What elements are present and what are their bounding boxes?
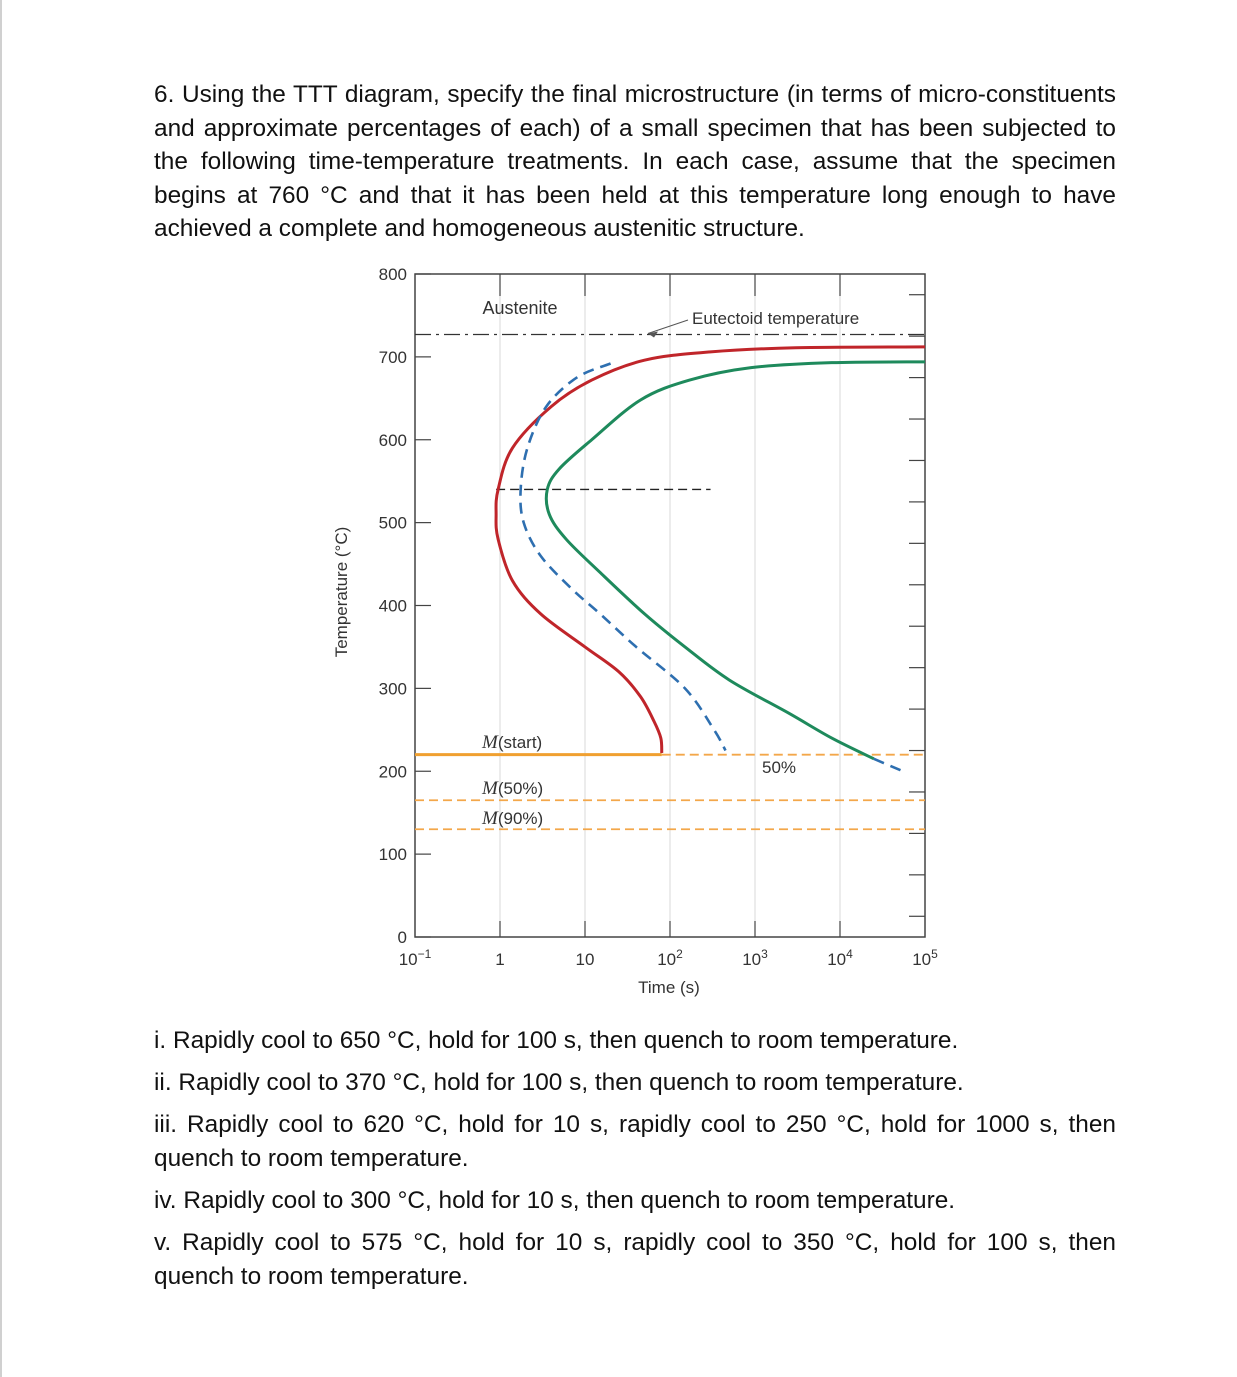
x-tick-label-exponent: 2 [676,947,683,961]
m50-label-rest: (50%) [497,779,544,798]
treatment-item-iii: iii. Rapidly cool to 620 °C, hold for 10 s, rapidly cool to 250 °C, hold for 1000 s, then quench to room temperature. [154,1111,1116,1172]
m-start-label-m: M [482,732,498,753]
treatment-item-v: v. Rapidly cool to 575 °C, hold for 10 s, rapidly cool to 350 °C, hold for 100 s, then quench to room temperature. [154,1229,1116,1290]
m90-label-rest: (90%) [497,809,544,828]
eutectoid-pointer [648,320,688,333]
eutectoid-label: Eutectoid temperature [692,309,860,328]
m90-label-m: M [482,808,498,829]
y-tick-label: 300 [378,679,407,699]
m-start-label-rest: (start) [497,733,543,752]
x-tick-label-base: 10 [398,950,418,969]
x-tick-label [912,947,938,969]
x-tick-label-base: 1 [495,950,505,969]
fifty-percent-label: 50% [761,758,797,777]
treatment-list [154,1024,1116,1302]
y-tick-label: 0 [397,928,407,947]
x-tick-label-base: 10 [575,950,595,969]
x-tick-label-exponent: 3 [761,947,768,961]
m-start-label [481,732,542,753]
y-tick-label: 400 [378,596,407,616]
y-tick-label: 200 [378,762,407,782]
x-tick-label-exponent: 4 [846,947,853,961]
y-axis-title: Temperature (°C) [332,526,351,658]
x-tick-label [657,947,683,969]
treatment-item-iv: iv. Rapidly cool to 300 °C, hold for 10 s, then quench to room temperature. [154,1187,956,1214]
curve-finish-extension [874,759,903,771]
problem-statement: 6. Using the TTT diagram, specify the final microstructure (in terms of micro-constituents and approximate percentages of each) of a small specimen that has been subjected to the following time-temperature treatments. In each case, assume that the specimen begins at 760 °C and that it has been held at this temperature long enough to have achieved a complete and homogeneous austenitic structure. [154,81,1116,243]
x-tick-label [576,950,595,969]
x-tick-label-exponent: 5 [931,947,938,961]
x-tick-label [827,947,853,969]
y-tick-label: 700 [378,347,407,367]
curve-50pct [520,364,725,751]
m50-label-m: M [482,778,498,799]
x-tick-label [742,947,768,969]
x-tick-label-base: 10 [827,950,847,969]
y-tick-label: 600 [378,430,407,450]
x-tick-label [399,947,432,969]
chart-plot-layer [379,265,938,969]
x-tick-label [495,950,504,969]
x-tick-label-base: 10 [742,950,762,969]
y-tick-label: 500 [378,513,407,533]
y-tick-label: 100 [378,845,407,865]
austenite-label: Austenite [482,298,558,318]
m90-label [481,808,543,829]
curve-start [496,347,925,753]
x-tick-label-exponent: −1 [417,947,432,961]
x-axis-title: Time (s) [638,978,700,997]
treatment-item-i: i. Rapidly cool to 650 °C, hold for 100 s, then quench to room temperature. [154,1027,959,1054]
treatment-item-ii: ii. Rapidly cool to 370 °C, hold for 100 s, then quench to room temperature. [154,1069,964,1096]
curve-finish [546,362,925,759]
m50-label [481,778,543,799]
y-tick-label: 800 [378,265,407,284]
x-tick-label-base: 10 [657,950,677,969]
x-tick-label-base: 10 [912,950,932,969]
